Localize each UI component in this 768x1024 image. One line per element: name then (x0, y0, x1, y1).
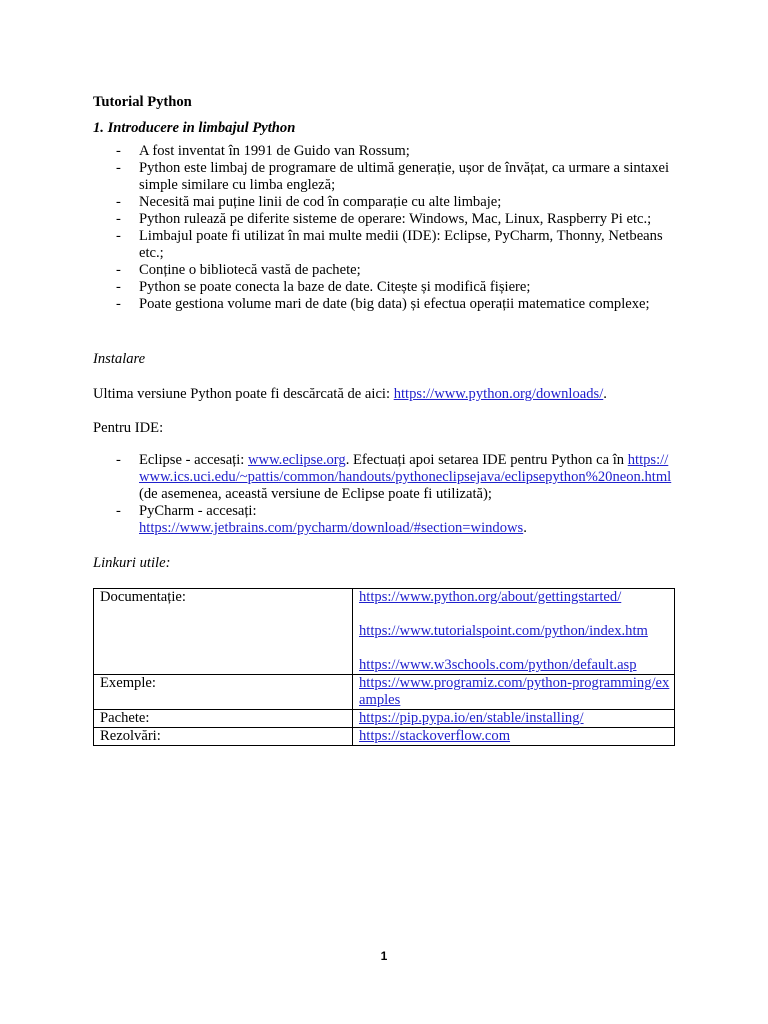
page-number: 1 (380, 949, 388, 963)
section-heading-introduction: 1. Introducere in limbajul Python (93, 120, 296, 136)
eclipse-link[interactable]: www.eclipse.org (248, 452, 346, 468)
list-item (116, 194, 676, 211)
list-item-eclipse (116, 452, 676, 503)
useful-links-heading: Linkuri utile: (93, 555, 171, 571)
bullet-dash: - (116, 296, 121, 312)
table-cell-links (353, 728, 675, 746)
list-item-text: Poate gestiona volume mari de date (big data) și efectua operații matematice complexe; (139, 296, 650, 312)
bullet-dash: - (116, 228, 121, 244)
bullet-dash: - (116, 279, 121, 295)
table-row (94, 710, 675, 728)
pycharm-prefix: PyCharm - accesați: (139, 503, 257, 519)
table-cell-label: Exemple: (94, 675, 353, 710)
table-cell-label: Rezolvări: (94, 728, 353, 746)
list-item-text: Python rulează pe diferite sisteme de operare: Windows, Mac, Linux, Raspberry Pi etc.; (139, 211, 652, 227)
section-heading-installation: Instalare (93, 351, 146, 367)
table-cell-label: Pachete: (94, 710, 353, 728)
table-cell-links (353, 710, 675, 728)
documentation-link-w3schools[interactable]: https://www.w3schools.com/python/default.asp (359, 657, 637, 673)
examples-link-programiz[interactable]: https://www.programiz.com/python-programming/examples (359, 675, 670, 708)
list-item (116, 143, 676, 160)
list-item (116, 211, 676, 228)
python-download-link[interactable]: https://www.python.org/downloads/ (393, 386, 604, 402)
table-row (94, 728, 675, 746)
download-paragraph (93, 386, 683, 403)
document-title: Tutorial Python (93, 94, 192, 110)
bullet-dash: - (116, 194, 121, 210)
bullet-dash: - (116, 503, 121, 519)
ide-label: Pentru IDE: (93, 420, 164, 436)
list-item-text: A fost inventat în 1991 de Guido van Rossum; (139, 143, 410, 159)
eclipse-guide-link[interactable]: https://www.ics.uci.edu/~pattis/common/handouts/pythoneclipsejava/eclipsepython%20neon.html (139, 452, 672, 485)
list-item-text: Python se poate conecta la baze de date. Citește și modifică fișiere; (139, 279, 531, 295)
eclipse-suffix: (de asemenea, această versiune de Eclipse poate fi utilizată); (139, 486, 492, 502)
bullet-dash: - (116, 211, 121, 227)
list-item (116, 160, 676, 194)
download-text: Ultima versiune Python poate fi descărcată de aici: (93, 386, 394, 402)
eclipse-prefix: Eclipse - accesați: (139, 452, 248, 468)
list-item-pycharm (116, 503, 676, 537)
list-item-text: Limbajul poate fi utilizat în mai multe medii (IDE): Eclipse, PyCharm, Thonny, Netbeans etc.; (139, 228, 663, 261)
documentation-link-tutorialspoint[interactable]: https://www.tutorialspoint.com/python/index.htm (359, 623, 648, 639)
list-item (116, 262, 676, 279)
bullet-dash: - (116, 262, 121, 278)
pycharm-suffix: . (523, 520, 527, 536)
list-item-text: Python este limbaj de programare de ultimă generație, ușor de învățat, ca urmare a sintaxei simple similare cu limba engleză; (139, 160, 670, 193)
bullet-dash: - (116, 143, 121, 159)
introduction-list (116, 143, 676, 313)
useful-links-table (93, 588, 675, 746)
eclipse-mid: . Efectuați apoi setarea IDE pentru Python ca în (345, 452, 628, 468)
bullet-dash: - (116, 160, 121, 176)
list-item (116, 228, 676, 262)
solutions-link-stackoverflow[interactable]: https://stackoverflow.com (359, 728, 511, 744)
table-cell-links (353, 675, 675, 710)
documentation-link-python[interactable]: https://www.python.org/about/gettingstarted/ (359, 589, 622, 605)
table-cell-label: Documentație: (94, 589, 353, 675)
ide-list (116, 452, 676, 537)
list-item (116, 279, 676, 296)
table-row (94, 589, 675, 675)
table-row (94, 675, 675, 710)
pycharm-link[interactable]: https://www.jetbrains.com/pycharm/download/#section=windows (139, 520, 524, 536)
list-item (116, 296, 676, 313)
table-cell-links (353, 589, 675, 675)
list-item-text: Conține o bibliotecă vastă de pachete; (139, 262, 361, 278)
bullet-dash: - (116, 452, 121, 468)
packages-link-pip[interactable]: https://pip.pypa.io/en/stable/installing/ (359, 710, 584, 726)
download-suffix: . (603, 386, 607, 402)
list-item-text: Necesită mai puține linii de cod în comparație cu alte limbaje; (139, 194, 502, 210)
